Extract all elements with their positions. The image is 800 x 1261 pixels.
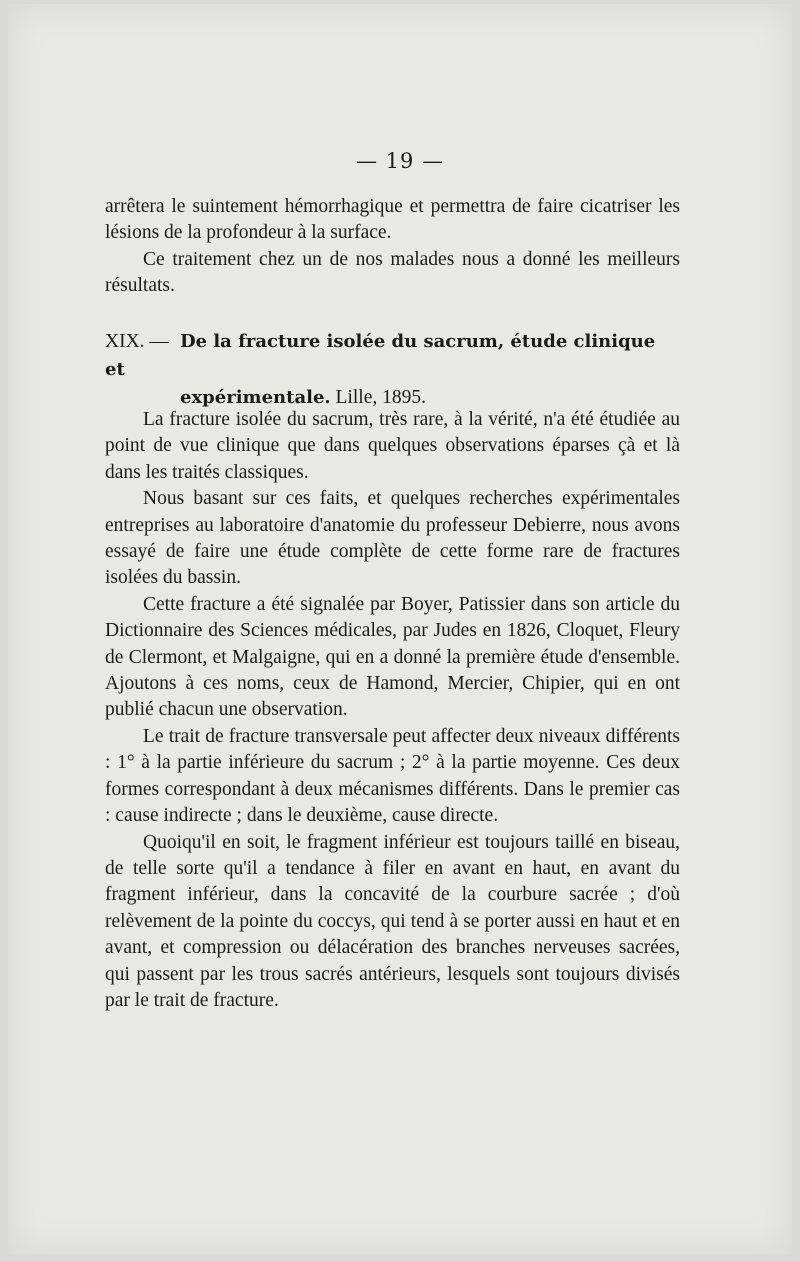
body-paragraph: Cette fracture a été signalée par Boyer, Patissier dans son article du Dictionnaire des Sciences médicales, par Judes en 1826, Cloquet, Fleury de Clermont, et Malgaigne, qui en a donné la première étude d'ensemble. Ajoutons à ces noms, ceux de Hamond, Mercier, Chipier, qui en ont publié chacun une observation.: [105, 593, 680, 721]
body-paragraph: Le trait de fracture transversale peut affecter deux niveaux différents : 1° à la partie inférieure du sacrum ; 2° à la partie moyenne. Ces deux formes correspondant à deux mécanismes différents. Dans le premier cas : cause indirecte ; dans le deuxième, cause directe.: [105, 725, 680, 827]
page-number: — 19 —: [355, 149, 445, 173]
opening-section: [105, 194, 680, 300]
body-paragraph: La fracture isolée du sacrum, très rare, à la vérité, n'a été étudiée au point de vue clinique que dans quelques observations éparses çà et là dans les traités classiques.: [105, 409, 680, 483]
entry-body: [105, 407, 680, 1014]
entry-number: XIX. —: [105, 331, 169, 352]
paragraph-continued: arrêtera le suintement hémorrhagique et permettra de faire cicatriser les lésions de la profondeur à la surface.: [105, 196, 680, 244]
entry-title-line1: De la fracture isolée du sacrum, étude clinique et: [105, 331, 656, 380]
body-paragraph: Nous basant sur ces faits, et quelques recherches expérimentales entreprises au laboratoire d'anatomie du professeur Debierre, nous avons essayé de faire une étude complète de cette forme rare de fractures isolées du bassin.: [105, 488, 680, 589]
paragraph-result: Ce traitement chez un de nos malades nous a donné les meilleurs résultats.: [105, 248, 680, 297]
book-page: [8, 4, 792, 1254]
body-paragraph: Quoiqu'il en soit, le fragment inférieur est toujours taillé en biseau, de telle sorte qu'il a tendance à filer en avant en haut, en avant du fragment inférieur, dans la concavité de la courbure sacrée ; d'où relèvement de la pointe du coccys, qui tend à se porter aussi en haut et en avant, et compression ou délacération des branches nerveuses sacrées, qui passent par les trous sacrés antérieurs, lesquels sont toujours divisés par le trait de fracture.: [105, 831, 680, 1011]
entry-heading: [105, 328, 680, 412]
entry-place-year: Lille, 1895.: [330, 387, 426, 408]
entry-title-line2: expérimentale.: [180, 387, 331, 408]
